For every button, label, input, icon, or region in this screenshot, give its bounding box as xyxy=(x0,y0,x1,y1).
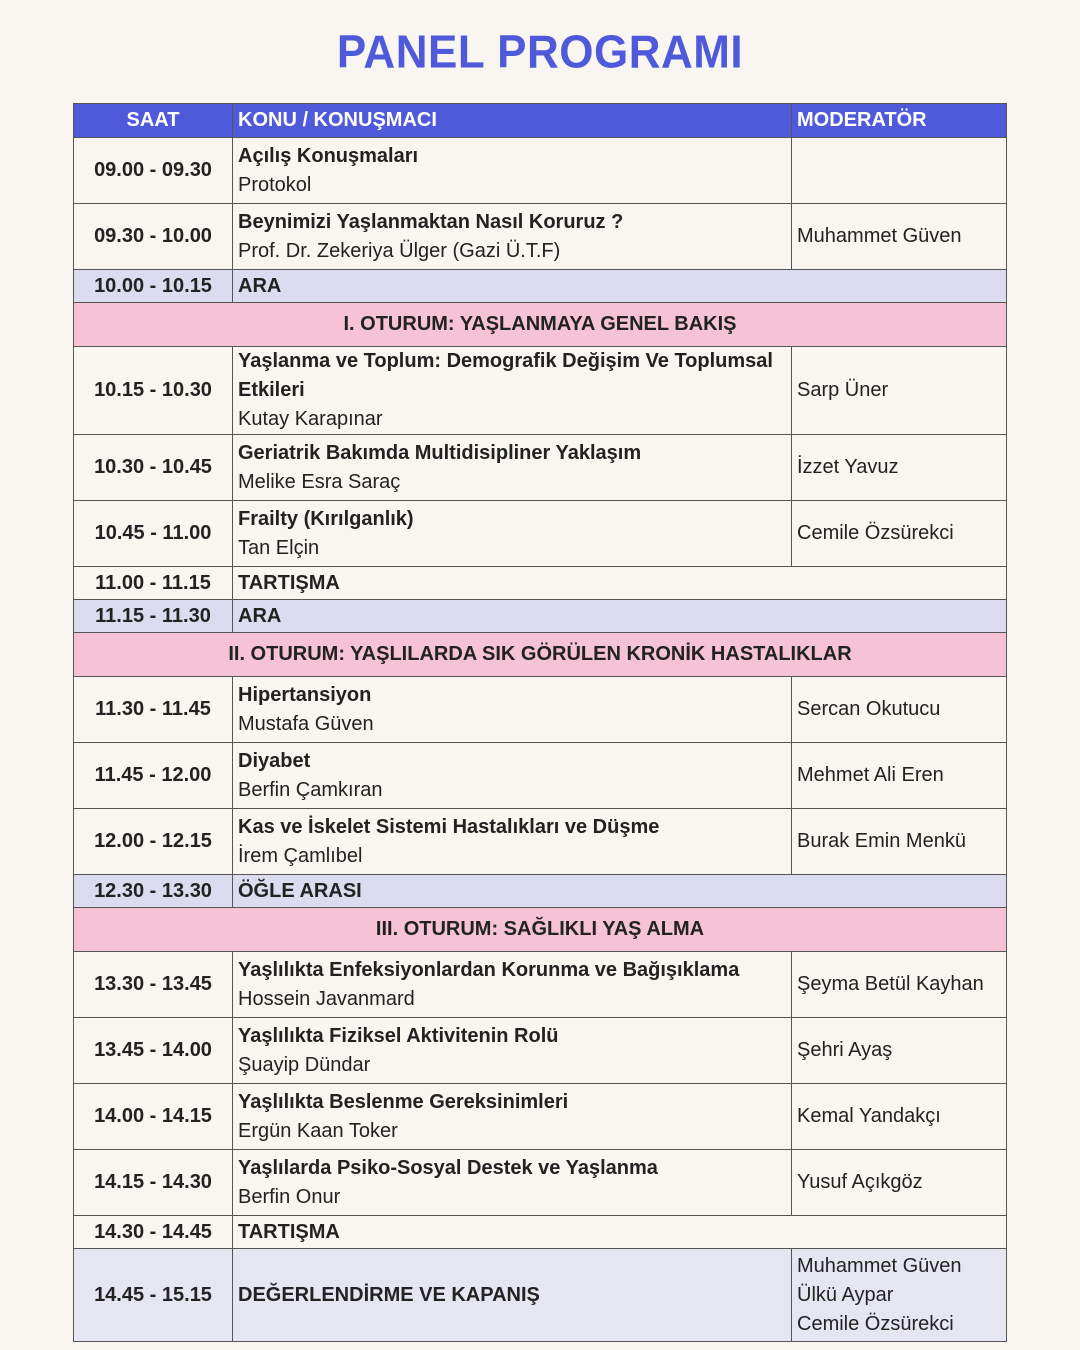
row-time: 14.15 - 14.30 xyxy=(74,1150,233,1216)
row-time: 10.45 - 11.00 xyxy=(74,501,233,567)
speaker-name: Şuayip Dündar xyxy=(238,1053,371,1076)
row-topic xyxy=(233,1084,792,1150)
closing-label: DEĞERLENDİRME VE KAPANIŞ xyxy=(233,1249,792,1342)
discussion-label: TARTIŞMA xyxy=(233,1216,1007,1249)
row-moderator: İzzet Yavuz xyxy=(792,435,1007,501)
topic-title: Kas ve İskelet Sistemi Hastalıkları ve Düşme xyxy=(238,815,660,838)
row-moderator: Kemal Yandakçı xyxy=(792,1084,1007,1150)
row-moderator: Sercan Okutucu xyxy=(792,677,1007,743)
row-moderator: Muhammet Güven xyxy=(792,204,1007,270)
table-row xyxy=(74,435,1007,501)
break-label: ÖĞLE ARASI xyxy=(233,875,1007,908)
table-row xyxy=(74,952,1007,1018)
row-topic xyxy=(233,952,792,1018)
topic-title: Beynimizi Yaşlanmaktan Nasıl Koruruz ? xyxy=(238,210,624,233)
topic-title: Hipertansiyon xyxy=(238,683,372,706)
table-header xyxy=(74,104,1007,138)
row-moderator: Şehri Ayaş xyxy=(792,1018,1007,1084)
topic-title: Yaşlılarda Psiko-Sosyal Destek ve Yaşlanma xyxy=(238,1156,658,1179)
break-row xyxy=(74,600,1007,633)
speaker-name: Berfin Çamkıran xyxy=(238,778,383,801)
session-row xyxy=(74,303,1007,347)
session-row xyxy=(74,908,1007,952)
speaker-name: Protokol xyxy=(238,173,312,196)
row-moderator: Sarp Üner xyxy=(792,347,1007,435)
header-moderator: MODERATÖR xyxy=(792,104,1007,138)
row-topic xyxy=(233,1018,792,1084)
topic-title: Açılış Konuşmaları xyxy=(238,144,419,167)
session-title: I. OTURUM: YAŞLANMAYA GENEL BAKIŞ xyxy=(74,303,1007,347)
closing-row xyxy=(74,1249,1007,1342)
row-time: 10.00 - 10.15 xyxy=(74,270,233,303)
row-time: 14.30 - 14.45 xyxy=(74,1216,233,1249)
row-moderator: Burak Emin Menkü xyxy=(792,809,1007,875)
row-moderator: Cemile Özsürekci xyxy=(792,501,1007,567)
topic-title: Yaşlanma ve Toplum: Demografik Değişim Ve Toplumsal Etkileri xyxy=(238,350,773,401)
speaker-name: Prof. Dr. Zekeriya Ülger (Gazi Ü.T.F) xyxy=(238,239,561,262)
row-time: 14.00 - 14.15 xyxy=(74,1084,233,1150)
row-moderator: Yusuf Açıkgöz xyxy=(792,1150,1007,1216)
row-topic xyxy=(233,677,792,743)
table-row xyxy=(74,1150,1007,1216)
speaker-name: Ergün Kaan Toker xyxy=(238,1119,398,1142)
speaker-name: Berfin Onur xyxy=(238,1185,341,1208)
row-time: 10.15 - 10.30 xyxy=(74,347,233,435)
speaker-name: Mustafa Güven xyxy=(238,712,374,735)
table-row xyxy=(74,204,1007,270)
row-topic xyxy=(233,435,792,501)
row-topic xyxy=(233,138,792,204)
break-row xyxy=(74,875,1007,908)
session-row xyxy=(74,633,1007,677)
row-time: 09.30 - 10.00 xyxy=(74,204,233,270)
moderator-name: Ülkü Aypar xyxy=(797,1283,894,1306)
program-table xyxy=(73,103,1007,1342)
topic-title: Geriatrik Bakımda Multidisipliner Yaklaşım xyxy=(238,441,642,464)
row-moderator xyxy=(792,138,1007,204)
row-time: 11.15 - 11.30 xyxy=(74,600,233,633)
topic-title: Yaşlılıkta Fiziksel Aktivitenin Rolü xyxy=(238,1024,559,1047)
row-topic xyxy=(233,1150,792,1216)
row-topic xyxy=(233,204,792,270)
break-row xyxy=(74,270,1007,303)
row-time: 14.45 - 15.15 xyxy=(74,1249,233,1342)
topic-title: Yaşlılıkta Beslenme Gereksinimleri xyxy=(238,1090,569,1113)
discussion-row xyxy=(74,567,1007,600)
header-time: SAAT xyxy=(74,104,233,138)
row-time: 12.00 - 12.15 xyxy=(74,809,233,875)
speaker-name: Kutay Karapınar xyxy=(238,408,383,430)
speaker-name: İrem Çamlıbel xyxy=(238,844,363,867)
row-time: 09.00 - 09.30 xyxy=(74,138,233,204)
header-topic: KONU / KONUŞMACI xyxy=(233,104,792,138)
row-time: 13.30 - 13.45 xyxy=(74,952,233,1018)
row-time: 11.45 - 12.00 xyxy=(74,743,233,809)
moderator-name: Cemile Özsürekci xyxy=(797,1312,954,1335)
row-time: 11.00 - 11.15 xyxy=(74,567,233,600)
row-time: 13.45 - 14.00 xyxy=(74,1018,233,1084)
row-moderator: Mehmet Ali Eren xyxy=(792,743,1007,809)
break-label: ARA xyxy=(233,600,1007,633)
page-title: PANEL PROGRAMI xyxy=(336,26,744,79)
session-title: III. OTURUM: SAĞLIKLI YAŞ ALMA xyxy=(74,908,1007,952)
topic-title: Diyabet xyxy=(238,749,311,772)
speaker-name: Tan Elçin xyxy=(238,536,320,559)
row-topic xyxy=(233,743,792,809)
speaker-name: Hossein Javanmard xyxy=(238,987,415,1010)
table-row xyxy=(74,501,1007,567)
discussion-row xyxy=(74,1216,1007,1249)
speaker-name: Melike Esra Saraç xyxy=(238,470,401,493)
break-label: ARA xyxy=(233,270,1007,303)
row-time: 10.30 - 10.45 xyxy=(74,435,233,501)
table-row xyxy=(74,743,1007,809)
row-topic xyxy=(233,809,792,875)
row-moderator: Şeyma Betül Kayhan xyxy=(792,952,1007,1018)
discussion-label: TARTIŞMA xyxy=(233,567,1007,600)
session-title: II. OTURUM: YAŞLILARDA SIK GÖRÜLEN KRONİK HASTALIKLAR xyxy=(74,633,1007,677)
table-row xyxy=(74,1084,1007,1150)
row-time: 11.30 - 11.45 xyxy=(74,677,233,743)
table-row xyxy=(74,677,1007,743)
row-time: 12.30 - 13.30 xyxy=(74,875,233,908)
row-moderators xyxy=(792,1249,1007,1342)
table-row xyxy=(74,1018,1007,1084)
topic-title: Yaşlılıkta Enfeksiyonlardan Korunma ve Bağışıklama xyxy=(238,958,740,981)
row-topic xyxy=(233,347,792,435)
row-topic xyxy=(233,501,792,567)
table-row xyxy=(74,809,1007,875)
table-row xyxy=(74,347,1007,435)
moderator-name: Muhammet Güven xyxy=(797,1254,962,1277)
table-row xyxy=(74,138,1007,204)
topic-title: Frailty (Kırılganlık) xyxy=(238,507,414,530)
